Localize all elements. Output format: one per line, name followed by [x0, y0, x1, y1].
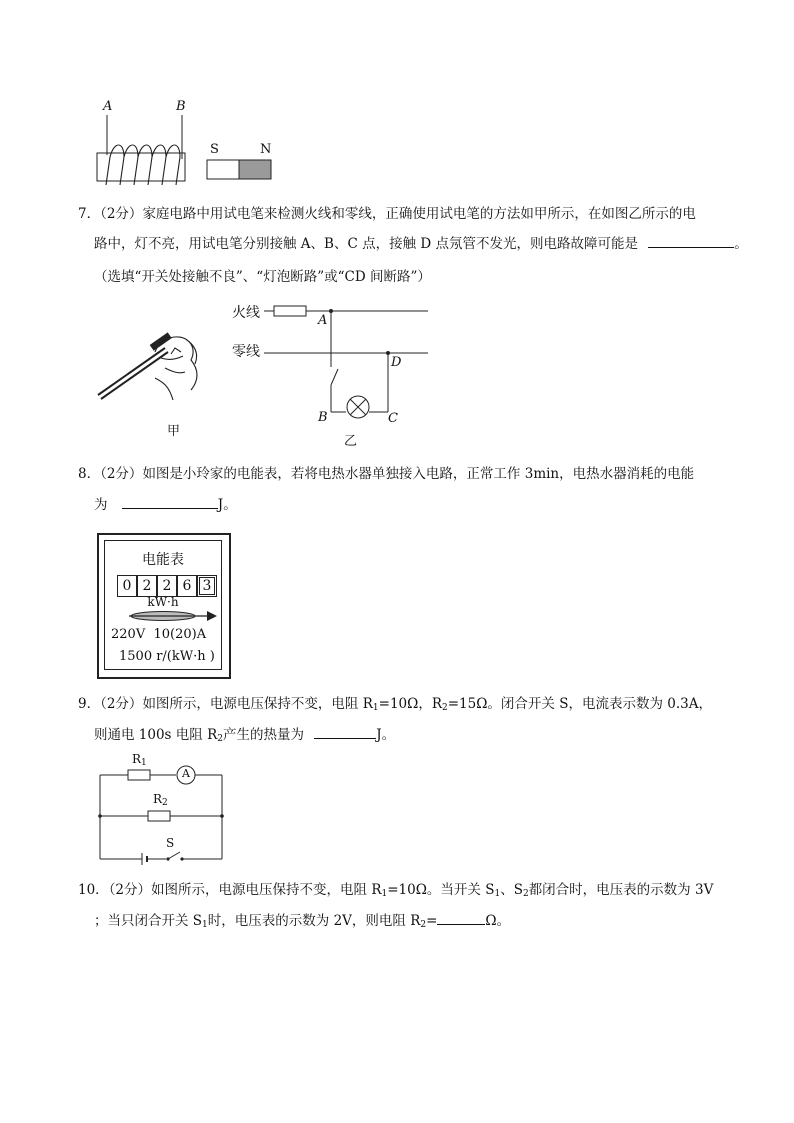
- q10-score: （2分）: [108, 882, 152, 898]
- meter-digit-3: 2: [157, 575, 177, 597]
- test-pen-hand-drawing: [95, 320, 210, 415]
- q7-text1: 家庭电路中用试电笔来检测火线和零线，正确使用试电笔的方法如甲所示，在如图乙所示的电: [142, 206, 696, 222]
- q7-text3: （选填“开关处接触不良”、“灯泡断路”或“CD 间断路”）: [94, 269, 431, 285]
- q9-score: （2分）: [100, 696, 143, 712]
- q7-text2: 路中，灯不亮，用试电笔分别接触 A、B、C 点，接触 D 点氖管不发光，则电路故障可能是: [94, 236, 638, 252]
- meter-face: [104, 540, 222, 670]
- q9-circuit: [96, 752, 231, 865]
- q9-line2: 则通电 100s 电阻 $R_2$产生的热量为 J。: [94, 721, 395, 753]
- meter-digit-1: 0: [117, 575, 137, 597]
- q7-figure-yi: [228, 295, 438, 450]
- q10-number: 10．: [78, 882, 109, 898]
- q9-answer-blank[interactable]: [314, 724, 376, 739]
- q7-line3: [94, 263, 431, 291]
- meter-disc-arrow: [121, 609, 217, 623]
- point-b-label: B: [318, 410, 328, 425]
- q7-score: （2分）: [100, 206, 143, 222]
- meter-spec-rating: 220V 10(20)A: [111, 627, 207, 642]
- caption-yi: 乙: [344, 434, 358, 449]
- q8-text1: 如图是小玲家的电能表，若将电热水器单独接入电路，正常工作 3min，电热水器消耗的电能: [142, 466, 695, 482]
- live-wire-label: 火线: [232, 305, 260, 321]
- meter-digit-5: 3: [197, 575, 217, 597]
- meter-digit-4: 6: [177, 575, 197, 597]
- q7-figure-jia: [95, 320, 210, 440]
- q8-score: （2分）: [100, 466, 143, 482]
- q9-line1: 9．（2分）如图所示，电源电压保持不变，电阻 $R_1=10\Omega$，$R_2=15\Omega$。闭合开关 S，电流表示数为 0.3A，: [78, 696, 712, 713]
- q10-line2: ；当只闭合开关 $S_1$时，电压表的示数为 2V，则电阻 $R_2= \Omega$。: [94, 907, 510, 939]
- meter-digit-2: 2: [137, 575, 157, 597]
- q6-figure: [90, 95, 280, 190]
- point-d-label: D: [391, 355, 402, 370]
- r1-label: $R_1$: [132, 752, 147, 768]
- label-a: A: [103, 99, 113, 114]
- q7-number: 7．: [78, 206, 101, 222]
- q8-number: 8．: [78, 466, 101, 482]
- q7-line2: 路中，灯不亮，用试电笔分别接触 A、B、C 点，接触 D 点氖管不发光，则电路故障可能是 。: [94, 230, 748, 258]
- label-s: S: [210, 142, 219, 157]
- ammeter-label: A: [182, 767, 190, 780]
- meter-spec-revolutions: 1500 r/(kW·h ): [119, 649, 215, 664]
- meter-unit: kW·h: [147, 595, 179, 609]
- q10-line1: 10．（2分）如图所示，电源电压保持不变，电阻 $R_1=10\Omega$。当开关 $S_1$、$S_2$都闭合时，电压表的示数为 3V: [78, 882, 714, 899]
- q9-number: 9．: [78, 696, 101, 712]
- point-c-label: C: [388, 411, 398, 426]
- q10-answer-blank[interactable]: [437, 910, 485, 925]
- q7-answer-blank[interactable]: [648, 233, 734, 248]
- caption-jia: 甲: [167, 424, 181, 439]
- label-b: B: [176, 99, 186, 114]
- q8-answer-blank[interactable]: [122, 494, 218, 509]
- q8-line2: 为 J。: [94, 491, 237, 519]
- q7-line1: [78, 200, 696, 228]
- neutral-wire-label: 零线: [232, 344, 260, 360]
- meter-title: 电能表: [142, 552, 184, 568]
- label-n: N: [260, 142, 272, 157]
- point-a-label: A: [318, 313, 328, 328]
- switch-label: S: [166, 836, 175, 850]
- parallel-resistor-circuit: [96, 755, 231, 865]
- q8-line1: [78, 460, 694, 488]
- electric-meter: [97, 533, 231, 679]
- r2-label: $R_2$: [153, 792, 168, 808]
